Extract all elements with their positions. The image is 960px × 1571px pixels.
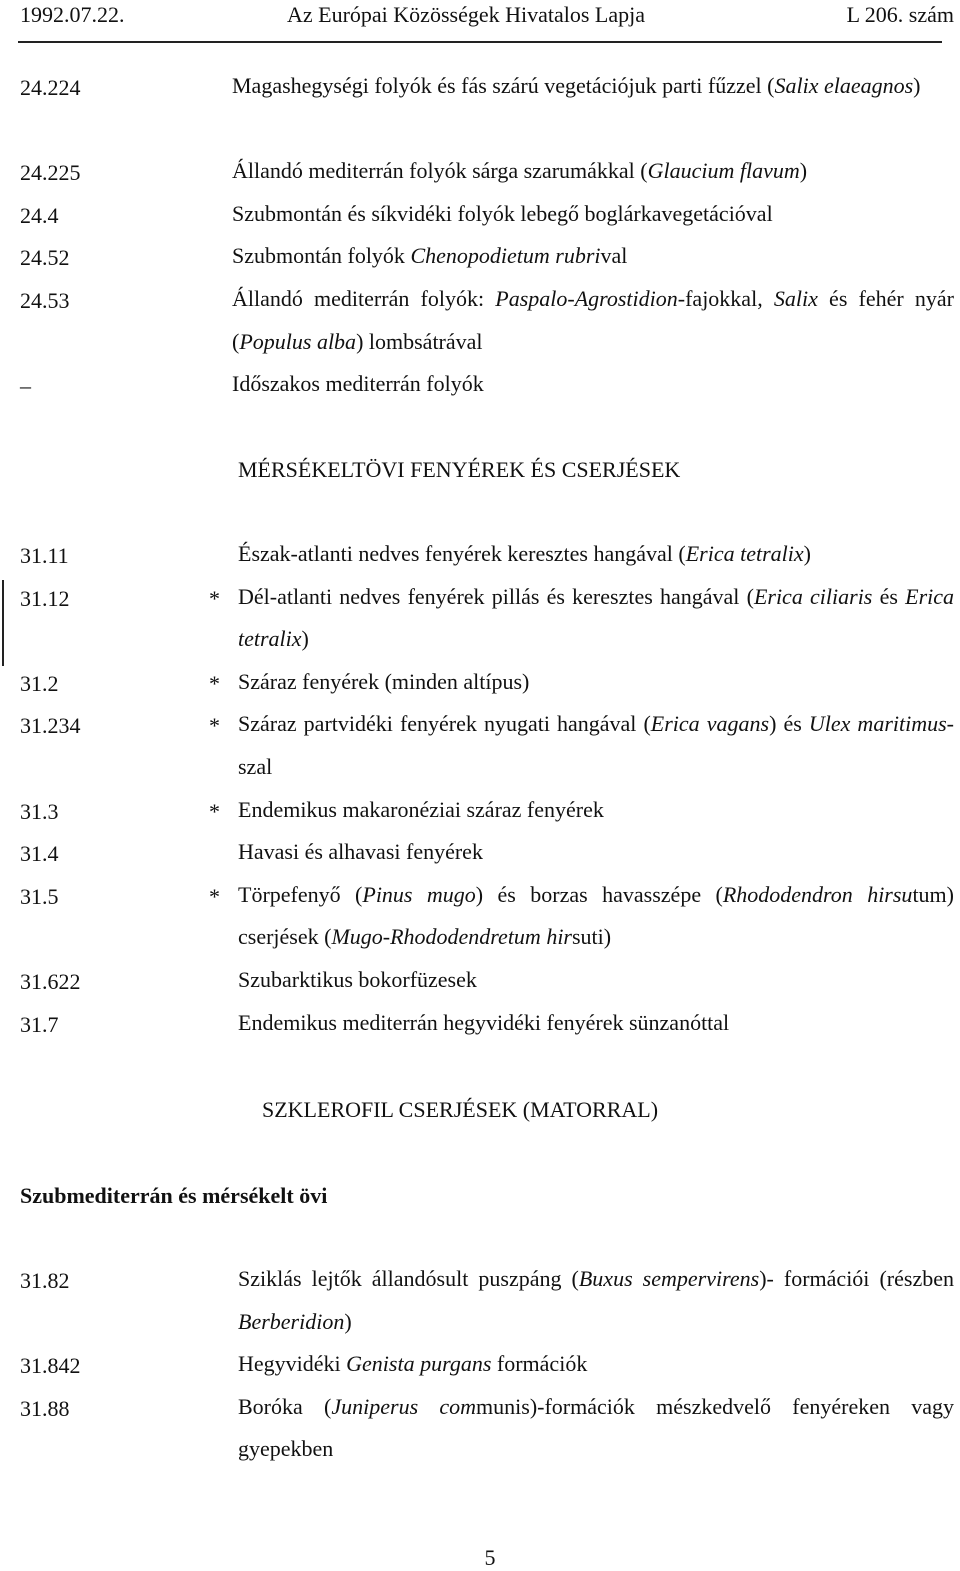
section-heading-heaths: MÉRSÉKELTÖVI FENYÉREK ÉS CSERJÉSEK (238, 457, 681, 482)
habitat-code: 31.11 (20, 543, 69, 568)
description-text: Dél-atlanti nedves fenyérek pillás és keresztes hangával ( (238, 583, 754, 609)
description-text: és (872, 583, 906, 609)
description-text: ) (913, 73, 921, 98)
habitat-description (232, 235, 954, 278)
species-name: Juniperus com (331, 1393, 477, 1419)
habitat-code: 31.2 (20, 670, 59, 696)
habitat-code: 31.12 (20, 585, 70, 611)
species-name: Buxus sempervirens (578, 1266, 760, 1291)
species-name: Erica tetralix (685, 541, 804, 566)
habitat-description (238, 789, 954, 832)
habitat-entry (0, 1009, 960, 1055)
description-text: ) (301, 626, 309, 652)
priority-marker: * (209, 670, 220, 696)
habitat-description (238, 1343, 954, 1386)
description-text: Észak-atlanti nedves fenyérek keresztes hangával ( (238, 541, 686, 566)
description-text: Száraz fenyérek (minden altípus) (238, 668, 530, 694)
habitat-description (238, 959, 954, 1002)
description-text: tum) cserjések ( (238, 881, 954, 950)
habitat-entry (0, 373, 960, 416)
description-text: munis)-formációk mészkedvelő fenyéreken vagy gyepekben (238, 1393, 954, 1462)
habitat-code: 31.4 (20, 841, 59, 867)
habitat-entry (0, 1393, 960, 1481)
habitat-description (238, 533, 954, 576)
species-name: Erica tetralix (238, 583, 955, 652)
page-header (0, 0, 960, 40)
habitat-code: – (20, 373, 31, 399)
habitat-list-rivers (0, 75, 960, 416)
species-name: Glaucium flavum (647, 158, 800, 184)
description-text: Havasi és alhavasi fenyérek (238, 839, 483, 865)
description-text: ) (803, 541, 811, 566)
habitat-description (232, 363, 954, 406)
description-text: Száraz partvidéki fenyérek nyugati hangával ( (238, 711, 651, 737)
header-rule (18, 41, 942, 43)
description-text: ) (344, 1308, 352, 1334)
species-name: Ulex maritimus (808, 711, 947, 737)
priority-marker: * (209, 798, 220, 824)
species-name: Populus alba (239, 328, 357, 354)
habitat-code: 24.224 (20, 75, 81, 100)
habitat-description (238, 576, 954, 661)
species-name: Rhododendron hirsu (722, 881, 913, 907)
habitat-description (238, 1258, 954, 1343)
description-text: ) (799, 158, 808, 184)
species-name: Berberidion (238, 1308, 345, 1334)
description-text: Szubmontán folyók (232, 243, 411, 269)
description-text: formációk (491, 1351, 588, 1377)
habitat-code: 31.234 (20, 713, 81, 739)
habitat-code: 31.82 (20, 1268, 70, 1293)
species-name: Pinus mugo (362, 881, 476, 907)
habitat-code: 24.53 (20, 287, 70, 313)
section-heading-sclerophyll: SZKLEROFIL CSERJÉSEK (MATORRAL) (262, 1097, 659, 1122)
species-name: Paspalo-Agrostidion (495, 285, 678, 311)
habitat-list-heaths (0, 543, 960, 1054)
description-text: és fehér nyár ( (232, 285, 955, 354)
species-name: Erica ciliaris (753, 583, 873, 609)
habitat-entry (0, 285, 960, 373)
habitat-description (232, 65, 954, 108)
subheading-submediterranean: Szubmediterrán és mérsékelt övi (20, 1183, 328, 1208)
priority-marker: * (209, 883, 220, 909)
species-name: Mugo-Rhododendretum hir (331, 924, 572, 950)
species-name: Chenopodietum rubri (410, 243, 601, 269)
habitat-entry (0, 881, 960, 969)
habitat-code: 31.88 (20, 1395, 70, 1421)
species-name: Salix elaeagnos (774, 73, 914, 98)
description-text: Állandó mediterrán folyók sárga szarumákkal ( (232, 158, 648, 184)
habitat-entry (0, 75, 960, 160)
habitat-code: 31.622 (20, 968, 81, 994)
habitat-description (238, 831, 954, 874)
habitat-description (232, 278, 954, 363)
description-text: val (600, 243, 628, 269)
habitat-description (232, 150, 954, 193)
description-text: )- formációi (részben (759, 1266, 954, 1291)
priority-marker: * (209, 713, 220, 739)
habitat-entry (0, 583, 960, 671)
header-issue-number: L 206. szám (846, 2, 954, 27)
priority-marker: * (209, 585, 220, 611)
habitat-description (238, 1002, 954, 1045)
description-text: Endemikus mediterrán hegyvidéki fenyérek sünzanóttal (238, 1009, 730, 1035)
description-text: -fajokkal, (677, 285, 774, 311)
habitat-code: 31.842 (20, 1353, 81, 1379)
description-text: Állandó mediterrán folyók: (232, 285, 496, 311)
habitat-description (238, 1386, 954, 1471)
header-journal-title: Az Európai Közösségek Hivatalos Lapja (287, 2, 645, 27)
habitat-code: 31.7 (20, 1011, 59, 1037)
habitat-code: 31.3 (20, 798, 59, 824)
description-text: Időszakos mediterrán folyók (232, 371, 484, 397)
habitat-code: 24.225 (20, 160, 81, 186)
description-text: Endemikus makaronéziai száraz fenyérek (238, 796, 604, 822)
description-text: Szubarktikus bokorfüzesek (238, 966, 477, 992)
habitat-description (232, 193, 954, 236)
species-name: Salix (773, 285, 818, 311)
description-text: Törpefenyő ( (238, 881, 363, 907)
species-name: Erica vagans (650, 711, 770, 737)
page-number: 5 (484, 1545, 496, 1570)
description-text: ) és (769, 711, 809, 737)
habitat-description (238, 661, 954, 704)
habitat-entry (0, 1268, 960, 1353)
habitat-code: 24.52 (20, 245, 70, 271)
habitat-entry (0, 713, 960, 798)
habitat-description (238, 703, 954, 788)
species-name: Genista purgans (346, 1351, 492, 1377)
description-text: Boróka ( (238, 1393, 332, 1419)
habitat-list-sclerophyll (0, 1268, 960, 1481)
habitat-description (238, 874, 954, 959)
description-text: suti) (572, 924, 612, 950)
description-text: Szubmontán és síkvidéki folyók lebegő boglárkavegetációval (232, 200, 773, 226)
description-text: Sziklás lejtők állandósult puszpáng ( (238, 1266, 579, 1291)
description-text: ) lombsátrával (356, 328, 483, 354)
description-text: Magashegységi folyók és fás szárú vegetációjuk parti fűzzel ( (232, 73, 775, 98)
habitat-code: 24.4 (20, 202, 59, 228)
description-text: Hegyvidéki (238, 1351, 347, 1377)
habitat-code: 31.5 (20, 883, 59, 909)
description-text: ) és borzas havasszépe ( (475, 881, 723, 907)
header-date: 1992.07.22. (20, 2, 125, 27)
description-text: -szal (238, 711, 954, 779)
